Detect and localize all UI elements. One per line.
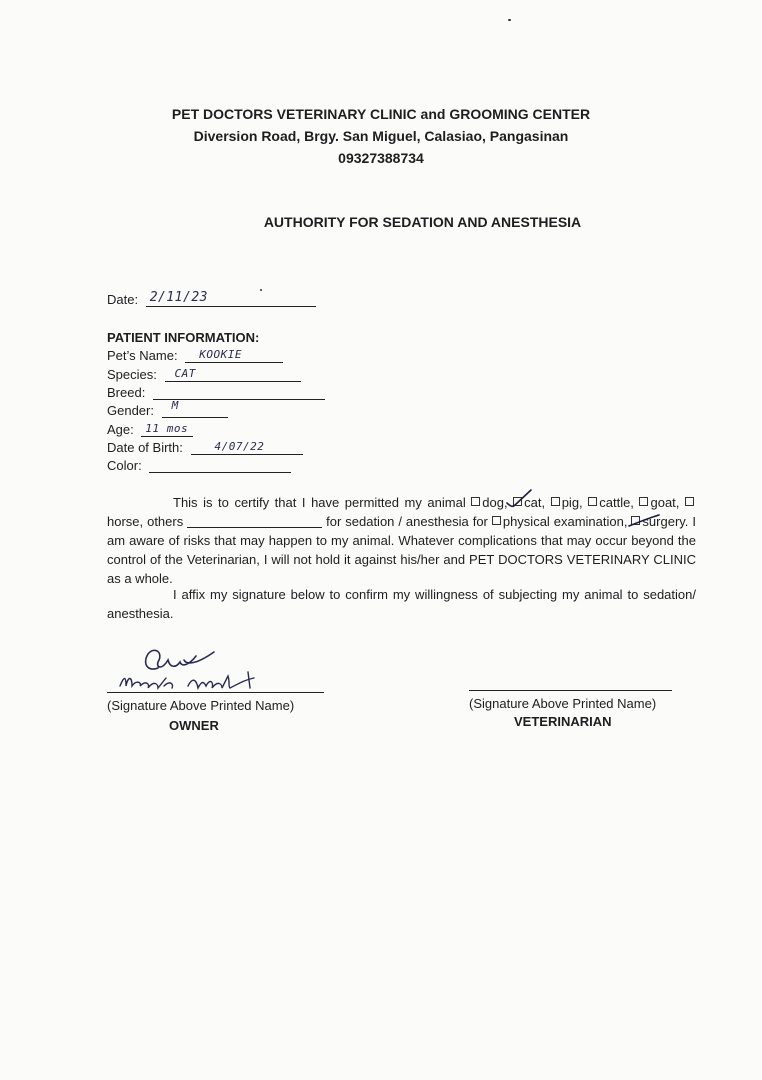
dob-row — [107, 440, 303, 455]
pet-name-row — [107, 348, 283, 363]
surgery-check-mark-icon — [627, 514, 661, 528]
clinic-name: PET DOCTORS VETERINARY CLINIC and GROOMING CENTER — [171, 106, 591, 122]
gender-row — [107, 399, 228, 418]
option-cattle: cattle, — [599, 495, 634, 510]
age-row — [107, 422, 193, 437]
owner-role: OWNER — [169, 718, 219, 733]
pet-name-field[interactable] — [185, 348, 283, 363]
cat-check-mark-icon — [503, 487, 533, 509]
owner-signature-line[interactable] — [107, 692, 324, 693]
certification-paragraph — [107, 493, 696, 588]
species-field[interactable] — [165, 367, 301, 382]
checkbox-horse[interactable] — [685, 497, 694, 506]
breed-field[interactable] — [153, 385, 325, 400]
option-physical-exam: physical examination, — [502, 514, 628, 529]
others-field[interactable] — [187, 515, 322, 528]
date-field[interactable] — [146, 292, 316, 307]
cert-for-text: for sedation / anesthesia for — [326, 514, 488, 529]
breed-label: Breed: — [107, 385, 146, 400]
patient-heading: PATIENT INFORMATION: — [107, 330, 260, 345]
age-value: 11 mos — [145, 422, 189, 435]
owner-signature-caption: (Signature Above Printed Name) — [107, 698, 295, 713]
breed-row — [107, 385, 325, 400]
clinic-address: Diversion Road, Brgy. San Miguel, Calasiao, Pangasinan — [193, 128, 569, 144]
scan-speck — [260, 289, 262, 291]
clinic-phone: 09327388734 — [338, 150, 424, 166]
age-field[interactable] — [141, 422, 193, 437]
pet-name-value: KOOKIE — [199, 348, 242, 361]
color-row — [107, 458, 291, 473]
species-value: CAT — [174, 367, 196, 380]
checkbox-physical-exam[interactable] — [492, 516, 501, 525]
species-label: Species: — [107, 367, 157, 382]
date-value: 2/11/23 — [149, 290, 208, 305]
dob-field[interactable] — [191, 440, 303, 455]
scan-speck — [508, 19, 511, 21]
cert-intro: This is to certify that I have permitted my animal — [173, 495, 466, 510]
date-label: Date: — [107, 292, 139, 307]
date-row — [107, 292, 316, 307]
cert-rest: I am aware of risks that may happen to my animal. Whatever complications that may occur beyond the control of the Veterinarian, I will not hold it against his/her and PET DOCTORS VETERINARY CLINIC as a whole. — [107, 514, 696, 586]
vet-signature-caption: (Signature Above Printed Name) — [469, 696, 657, 711]
vet-role: VETERINARIAN — [514, 714, 612, 729]
checkbox-pig[interactable] — [551, 497, 560, 506]
gender-value: M — [171, 399, 179, 412]
checkbox-cattle[interactable] — [588, 497, 597, 506]
gender-field[interactable] — [162, 399, 228, 418]
option-dog: dog, — [482, 495, 508, 510]
checkbox-goat[interactable] — [639, 497, 648, 506]
option-pig: pig, — [561, 495, 583, 510]
option-goat: goat, — [650, 495, 680, 510]
option-horse: horse, — [107, 514, 144, 529]
gender-label: Gender: — [107, 403, 154, 418]
dob-value: 4/07/22 — [214, 440, 265, 453]
form-title: AUTHORITY FOR SEDATION AND ANESTHESIA — [263, 214, 582, 230]
affix-paragraph: I affix my signature below to confirm my willingness of subjecting my animal to sedation/ anesthesia. — [107, 587, 696, 621]
color-field[interactable] — [149, 458, 291, 473]
option-others: others — [147, 514, 184, 529]
age-label: Age: — [107, 422, 134, 437]
owner-signature — [118, 642, 268, 698]
option-cat: cat, — [524, 495, 546, 510]
species-row — [107, 367, 301, 382]
option-surgery: surgery. — [642, 514, 689, 529]
checkbox-dog[interactable] — [471, 497, 480, 506]
color-label: Color: — [107, 458, 142, 473]
vet-signature-line[interactable] — [469, 690, 672, 691]
pet-name-label: Pet’s Name: — [107, 348, 178, 363]
dob-label: Date of Birth: — [107, 440, 183, 455]
